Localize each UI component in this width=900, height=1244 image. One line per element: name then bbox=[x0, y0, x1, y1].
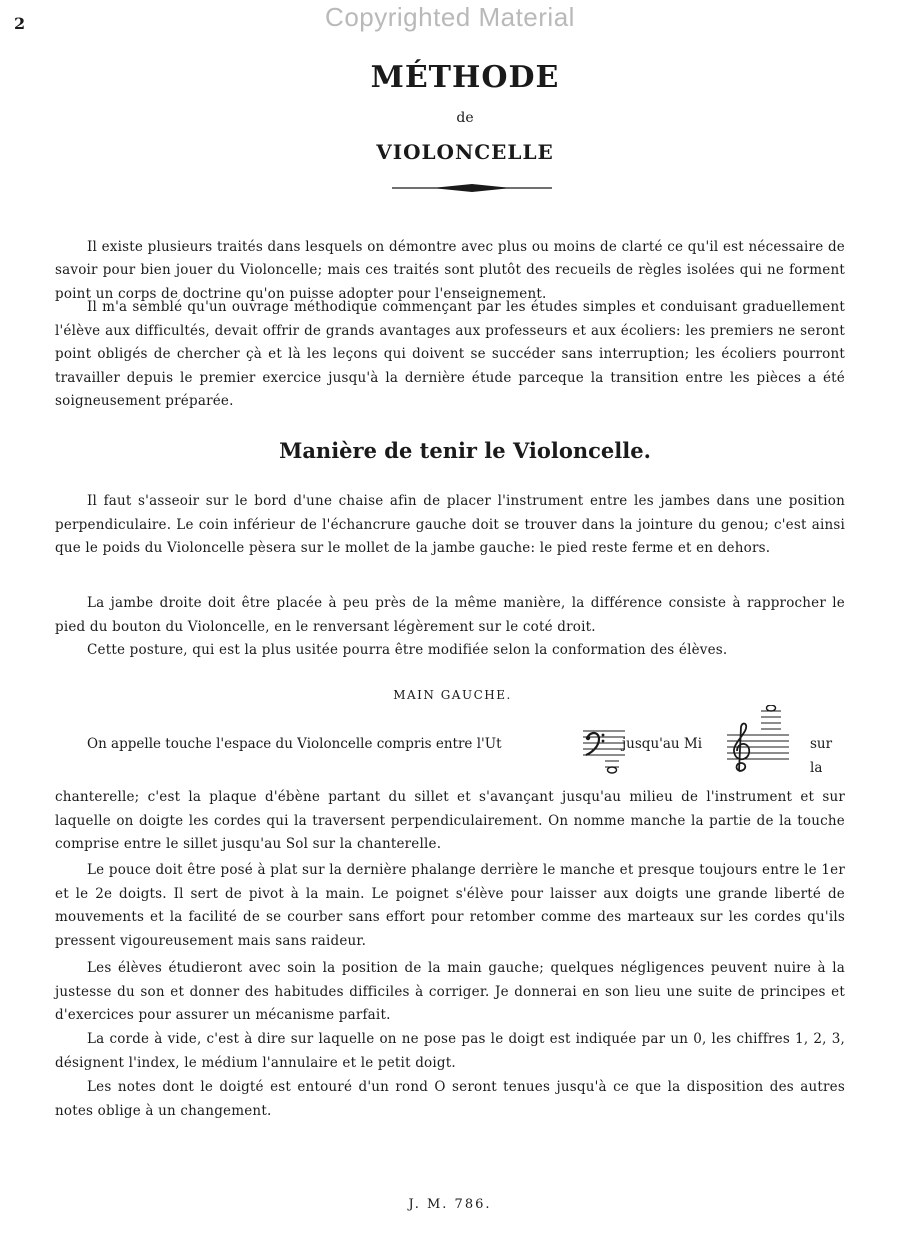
bass-clef-staff-icon bbox=[583, 725, 625, 779]
title-ornament-rule bbox=[392, 182, 552, 194]
intro-paragraph-2: Il m'a semblé qu'un ouvrage méthodique commençant par les études simples et conduisant graduellement l'élève aux difficultés, devait offrir de grands avantages aux professeurs et aux écoliers: les premiers ne seront point obligés de chercher çà et là les leçons qui doivent se succéder sans interruption; les écoliers pourront travailler depuis le premier exercice jusqu'à la dernière étude parceque la transition entre les pièces a été soigneusement préparée. bbox=[55, 299, 845, 409]
page-title: MÉTHODE bbox=[370, 60, 560, 95]
left-hand-line-end: sur la bbox=[810, 736, 833, 776]
treble-clef-staff-icon bbox=[727, 705, 789, 779]
left-hand-paragraph-5: Les notes dont le doigté est entouré d'un rond O seront tenues jusqu'à ce que la disposition des autres notes oblige à un changement. bbox=[55, 1079, 845, 1119]
plate-number-footer: J. M. 786. bbox=[408, 1197, 492, 1212]
left-hand-paragraph-4: La corde à vide, c'est à dire sur laquelle on ne pose pas le doigt est indiquée par un 0, les chiffres 1, 2, 3, désignent l'index, le médium l'annulaire et le petit doigt. bbox=[55, 1031, 845, 1071]
left-hand-line-middle: jusqu'au Mi bbox=[622, 736, 703, 752]
left-hand-paragraph-3: Les élèves étudieront avec soin la position de la main gauche; quelques négligences peuvent nuire à la justesse du son et donner des habitudes difficiles à corriger. Je donnerai en son lieu une suite de principes et d'exercices pour assurer un mécanisme parfait. bbox=[55, 960, 845, 1023]
left-hand-paragraph-2: Le pouce doit être posé à plat sur la dernière phalange derrière le manche et presque toujours entre le 1er et le 2e doigts. Il sert de pivot à la main. Le poignet s'élève pour laisser aux doigts une grande liberté de mouvements et la facilité de se courber sans effort pour retomber comme des marteaux sur les cordes qu'ils pressent vigoureusement mais sans raideur. bbox=[55, 862, 845, 949]
page-subtitle: VIOLONCELLE bbox=[376, 140, 554, 164]
holding-paragraph-3: Cette posture, qui est la plus usitée pourra être modifiée selon la conformation des élèves. bbox=[87, 642, 728, 658]
section-heading-left-hand: MAIN GAUCHE. bbox=[393, 688, 512, 702]
left-hand-paragraph-1: chanterelle; c'est la plaque d'ébène partant du sillet et s'avançant jusqu'au milieu de l'instrument et sur laquelle on doigte les cordes qui la traversent perpendiculairement. On nomme manche la partie de la touche comprise entre le sillet jusqu'au Sol sur la chanterelle. bbox=[55, 789, 845, 852]
holding-paragraph-2: La jambe droite doit être placée à peu près de la même manière, la différence consiste à rapprocher le pied du bouton du Violoncelle, en le renversant légèrement sur le coté droit. bbox=[55, 595, 845, 635]
title-connector: de bbox=[456, 110, 474, 126]
intro-paragraph-1: Il existe plusieurs traités dans lesquels on démontre avec plus ou moins de clarté ce qu'il est nécessaire de savoir pour bien jouer du Violoncelle; mais ces traités sont plutôt des recueils de règles isolées qui ne forment point un corps de doctrine qu'on puisse adopter pour l'enseignement. bbox=[55, 238, 845, 302]
left-hand-line-start: On appelle touche l'espace du Violoncelle compris entre l'Ut bbox=[87, 736, 502, 752]
copyright-watermark: Copyrighted Material bbox=[325, 2, 575, 32]
page-number: 2 bbox=[14, 14, 26, 33]
holding-paragraph-1: Il faut s'asseoir sur le bord d'une chaise afin de placer l'instrument entre les jambes dans une position perpendiculaire. Le coin inférieur de l'échancrure gauche doit se trouver dans la jointure du genou; c'est ainsi que le poids du Violoncelle pèsera sur le mollet de la jambe gauche: le pied reste ferme et en dehors. bbox=[55, 493, 845, 556]
section-heading-holding: Manière de tenir le Violoncelle. bbox=[279, 438, 651, 463]
